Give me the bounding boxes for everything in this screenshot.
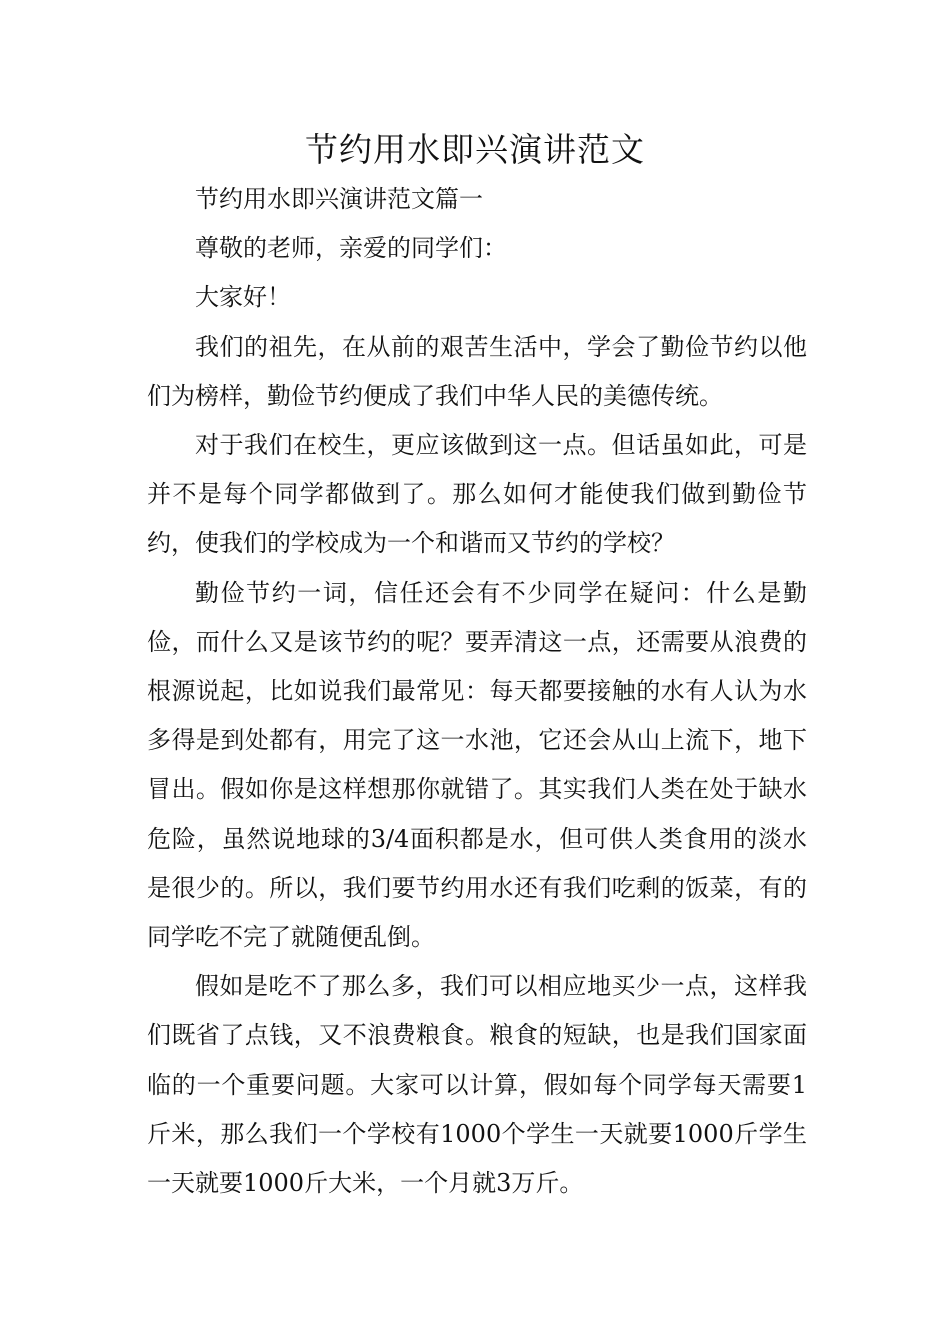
- document-title: 节约用水即兴演讲范文: [305, 130, 645, 169]
- document-body: [147, 175, 807, 1208]
- paragraph-food: 假如是吃不了那么多，我们可以相应地买少一点，这样我们既省了点钱，又不浪费粮食。粮食的短缺，也是我们国家面临的一个重要问题。大家可以计算，假如每个同学每天需要1斤米，那么我们一个学校有1000个学生一天就要1000斤学生一天就要1000斤大米，一个月就3万斤。: [147, 972, 807, 1198]
- paragraph-ancestors: 我们的祖先，在从前的艰苦生活中，学会了勤俭节约以他们为榜样，勤俭节约便成了我们中华人民的美德传统。: [147, 332, 807, 410]
- paragraph-students: 对于我们在校生，更应该做到这一点。但话虽如此，可是并不是每个同学都做到了。那么如何才能使我们做到勤俭节约，使我们的学校成为一个和谐而又节约的学校？: [147, 431, 807, 558]
- paragraph-subtitle: 节约用水即兴演讲范文篇一: [195, 185, 483, 213]
- paragraph-water: 勤俭节约一词，信任还会有不少同学在疑问：什么是勤俭，而什么又是该节约的呢？要弄清这一点，还需要从浪费的根源说起，比如说我们最常见：每天都要接触的水有人认为水多得是到处都有，用完了这一水池，它还会从山上流下，地下冒出。假如你是这样想那你就错了。其实我们人类在处于缺水危险，虽然说地球的3/4面积都是水，但可供人类食用的淡水是很少的。所以，我们要节约用水还有我们吃剩的饭菜，有的同学吃不完了就随便乱倒。: [147, 578, 807, 952]
- paragraph-salutation: 尊敬的老师，亲爱的同学们：: [195, 234, 507, 263]
- paragraph-greeting: 大家好！: [195, 283, 291, 312]
